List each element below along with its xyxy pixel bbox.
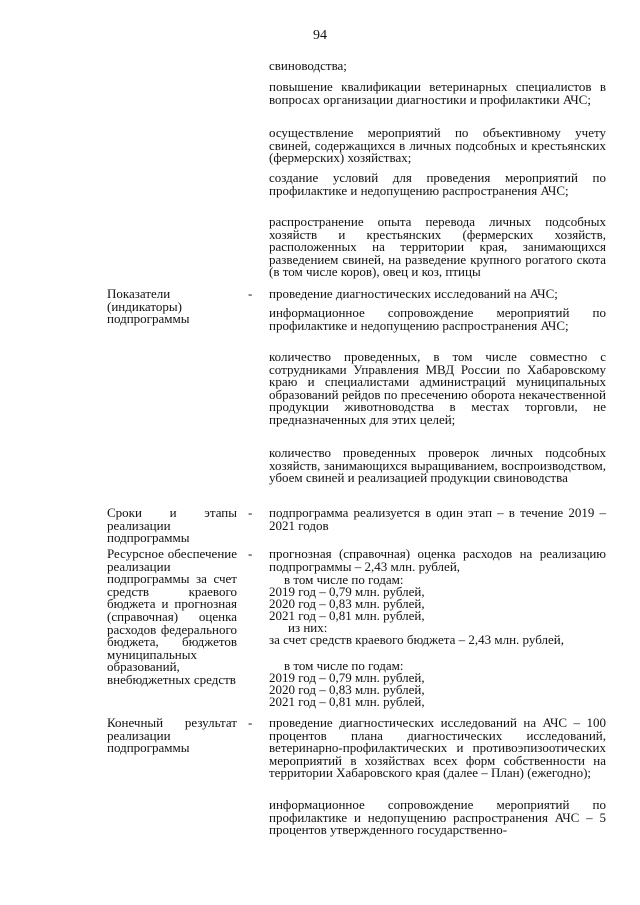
funding-intro: прогнозная (справочная) оценка расходов на реализацию подпрограммы – 2,43 млн. рублей, [269,546,606,574]
year-amount: 2021 год – 0,81 млн. рублей, [269,694,425,709]
regional-budget-text: за счет средств краевого бюджета – 2,43 млн. рублей, [269,632,564,647]
final-result-item: информационное сопровождение мероприятий по профилактике и недопущению распространения АЧС – 5 процентов утвержденного государственно- [269,797,606,838]
intro-paragraph: повышение квалификации ветеринарных специалистов в вопросах организации диагностики и профилактики АЧС; [269,79,606,107]
by-years-heading: в том числе по годам: [284,572,404,587]
dash: - [248,505,253,520]
year-amount: 2019 год – 0,79 млн. рублей, [269,670,425,685]
terms-label: Сроки и этапы реализации подпрограммы [107,505,237,546]
terms-text: подпрограмма реализуется в один этап – в течение 2019 – 2021 годов [269,505,606,533]
final-result-item: проведение диагностических исследований на АЧС – 100 процентов плана диагностических исследований, ветеринарно-профилактических и противоэпизоотических мероприятий в хозяйствах всех форм собственности на территории Хабаровского края (далее – План) (ежегодно); [269,715,606,781]
indicators-label: Показатели (индикаторы) подпрограммы [107,286,190,327]
intro-paragraph: создание условий для проведения мероприятий по профилактике и недопущению распространения АЧС; [269,170,606,198]
final-result-label: Конечный результат реализации подпрограммы [107,715,237,756]
year-amount: 2020 год – 0,83 млн. рублей, [269,682,425,697]
of-them-heading: из них: [288,620,328,635]
intro-paragraph: осуществление мероприятий по объективному учету свиней, содержащихся в личных подсобных и крестьянских (фермерских) хозяйствах; [269,125,606,166]
year-amount: 2019 год – 0,79 млн. рублей, [269,584,425,599]
dash: - [248,286,253,301]
intro-paragraph: распространение опыта перевода личных подсобных хозяйств и крестьянских (фермерских хозяйств, расположенных на территории края, занимающихся разведением свиней, на разведение крупного рогатого скота (в том числе коров), овец и коз, птицы [269,214,606,280]
by-years-heading: в том числе по годам: [284,658,404,673]
dash: - [248,715,253,730]
year-amount: 2021 год – 0,81 млн. рублей, [269,608,425,623]
indicator-item: количество проведенных проверок личных подсобных хозяйств, занимающихся выращиванием, воспроизводством, убоем свиней и реализацией продукции свиноводства [269,445,606,486]
intro-paragraph: свиноводства; [269,58,347,73]
indicator-item: проведение диагностических исследований на АЧС; [269,286,558,301]
page-number: 94 [313,28,327,43]
indicator-item: информационное сопровождение мероприятий по профилактике и недопущению распространения АЧС; [269,305,606,333]
indicator-item: количество проведенных, в том числе совместно с сотрудниками Управления МВД России по Хабаровскому краю и специалистами администраций муниципальных образований рейдов по пресечению оборота некачественной продукции животноводства в местах торговли, не предназначенных для этих целей; [269,349,606,427]
funding-label: Ресурсное обеспечение реализации подпрограммы за счет средств краевого бюджета и прогнозная (справочная) оценка расходов федерального бюджета, бюджетов муниципальных образований, внебюджетных средств [107,546,237,687]
year-amount: 2020 год – 0,83 млн. рублей, [269,596,425,611]
dash: - [248,546,253,561]
